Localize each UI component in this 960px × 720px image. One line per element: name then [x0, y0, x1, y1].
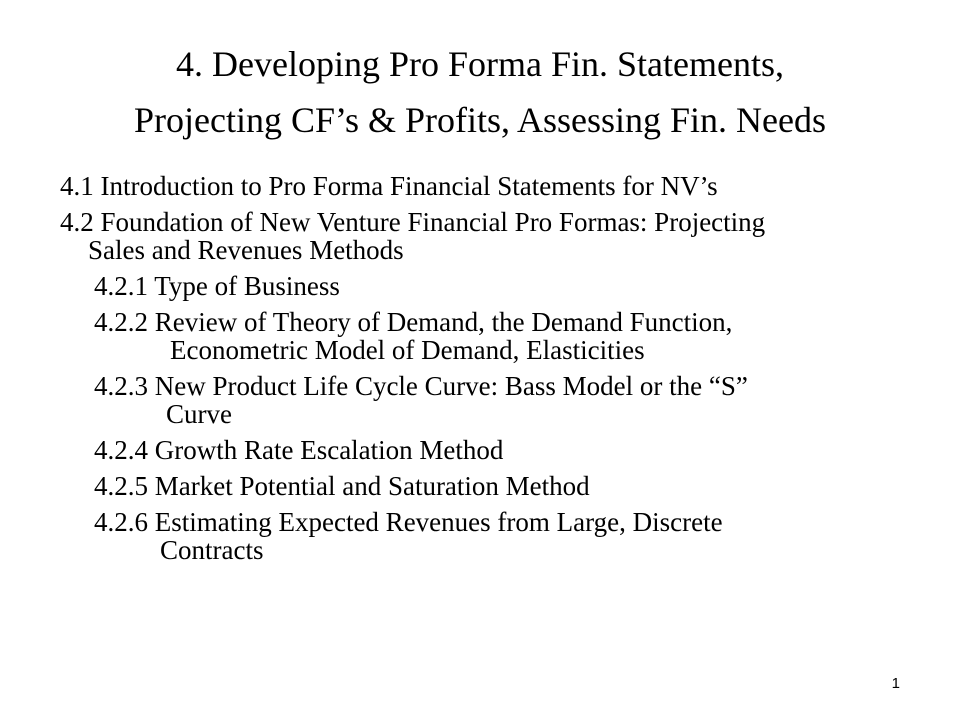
outline-item-4-2-1 — [0, 272, 960, 300]
outline-list — [0, 172, 960, 572]
outline-item-text: 4.2.5 Market Potential and Saturation Method — [94, 471, 590, 501]
outline-item-text: 4.2.4 Growth Rate Escalation Method — [94, 435, 504, 465]
outline-item-text: 4.2 Foundation of New Venture Financial Pro Formas: Projecting — [60, 207, 766, 237]
outline-item-4-2-4 — [0, 436, 960, 464]
outline-item-4-2-3 — [0, 372, 960, 428]
outline-item-text: 4.2.2 Review of Theory of Demand, the Demand Function, — [94, 307, 733, 337]
outline-item-text-continued: Curve — [166, 399, 232, 429]
outline-item-text-continued: Sales and Revenues Methods — [88, 235, 404, 265]
outline-item-text: 4.2.3 New Product Life Cycle Curve: Bass Model or the “S” — [94, 371, 748, 401]
page-number: 1 — [891, 675, 900, 692]
outline-item-text: 4.2.1 Type of Business — [94, 271, 340, 301]
slide-title — [40, 36, 920, 148]
outline-item-text: 4.1 Introduction to Pro Forma Financial Statements for NV’s — [60, 171, 718, 201]
outline-item-text-continued: Contracts — [160, 535, 264, 565]
outline-item-4-1 — [0, 172, 960, 200]
outline-item-4-2-2 — [0, 308, 960, 364]
outline-item-text-continued: Econometric Model of Demand, Elasticities — [170, 335, 645, 365]
outline-item-4-2 — [0, 208, 960, 264]
outline-item-4-2-5 — [0, 472, 960, 500]
outline-item-4-2-6 — [0, 508, 960, 564]
outline-item-text: 4.2.6 Estimating Expected Revenues from Large, Discrete — [94, 507, 723, 537]
slide-title-line-2: Projecting CF’s & Profits, Assessing Fin. Needs — [133, 100, 827, 140]
slide-title-line-1: 4. Developing Pro Forma Fin. Statements, — [176, 44, 784, 84]
